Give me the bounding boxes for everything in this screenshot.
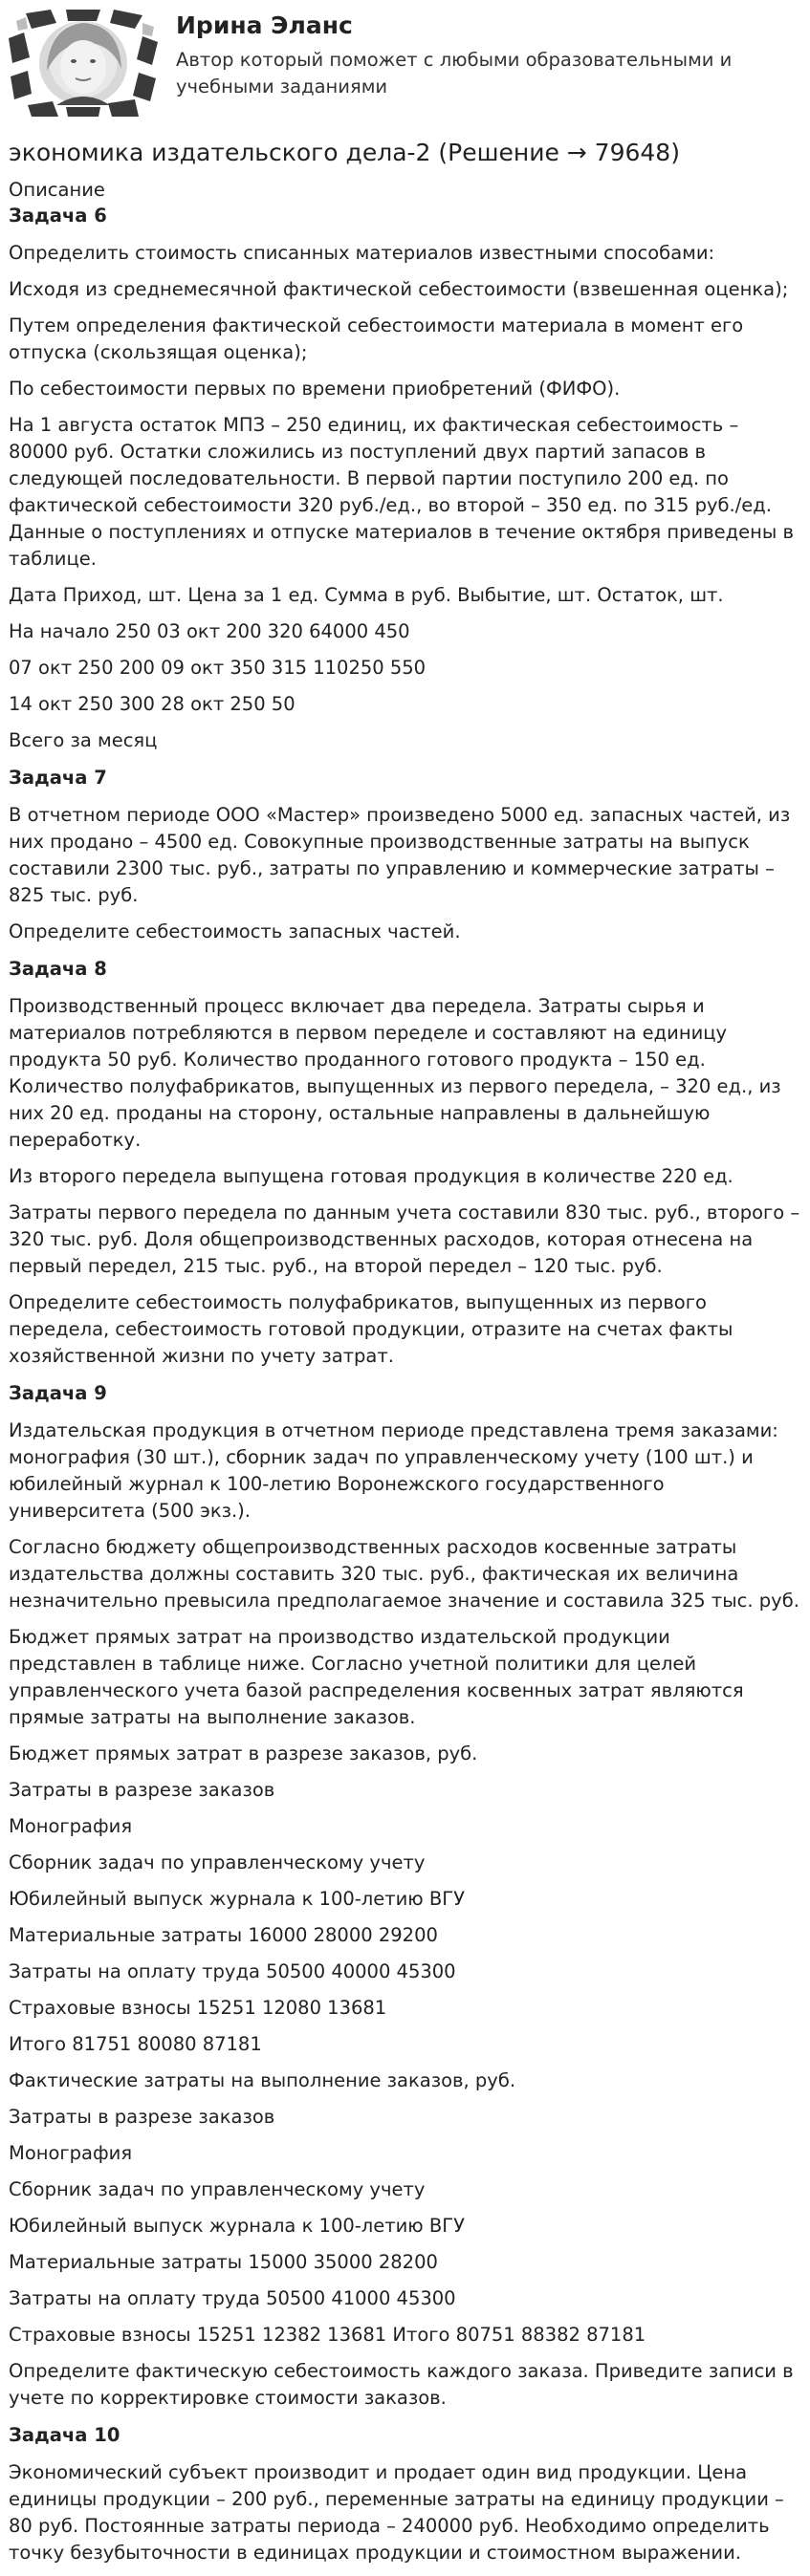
task-section: [9, 955, 802, 1370]
task-paragraph: Исходя из среднемесячной фактической себестоимости (взвешенная оценка);: [9, 278, 789, 300]
task-heading: Задача 8: [9, 958, 107, 980]
task-heading: Задача 9: [9, 1382, 107, 1404]
document-title: экономика издательского дела-2 (Решение → 79648): [9, 139, 680, 166]
task-paragraph: Производственный процесс включает два передела. Затраты сырья и материалов потребляются в первом переделе и составляют на единицу продукта 50 руб. Количество проданного готового продукта – 150 ед. Количество полуфабрикатов, выпущенных из первого передела, – 320 ед., из них 20 ед. проданы на сторону, остальные направлены в дальнейшую переработку.: [9, 995, 781, 1151]
author-header: [0, 0, 810, 124]
task-paragraph: Фактические затраты на выполнение заказов, руб.: [9, 2069, 516, 2091]
task-paragraph: Затраты в разрезе заказов: [9, 2106, 275, 2128]
task-paragraph: Юбилейный выпуск журнала к 100-летию ВГУ: [9, 2215, 466, 2237]
task-paragraph: Страховые взносы 15251 12382 13681 Итого 80751 88382 87181: [9, 2324, 646, 2346]
task-paragraph: Затраты на оплату труда 50500 40000 45300: [9, 1960, 456, 1982]
task-section: [9, 764, 802, 945]
task-paragraph: На 1 августа остаток МПЗ – 250 единиц, их фактическая себестоимость – 80000 руб. Остатки сложились из поступлений двух партий запасов в следующей последовательности. В первой партии поступило 200 ед. по фактической себестоимости 320 руб./ед., во второй – 350 ед. по 315 руб./ед. Данные о поступлениях и отпуске материалов в течение октября приведены в таблице.: [9, 414, 794, 570]
task-paragraph: В отчетном периоде ООО «Мастер» произведено 5000 ед. запасных частей, из них продано – 4500 ед. Совокупные производственные затраты на выпуск составили 2300 тыс. руб., затраты по управлению и коммерческие затраты – 825 тыс. руб.: [9, 804, 791, 906]
task-paragraph: 07 окт 250 200 09 окт 350 315 110250 550: [9, 657, 427, 679]
document-content: [9, 137, 802, 2576]
task-paragraph: Путем определения фактической себестоимости материала в момент его отпуска (скользящая оценка);: [9, 314, 744, 363]
task-paragraph: Страховые взносы 15251 12080 13681: [9, 1997, 387, 2019]
tasks-list: [9, 202, 802, 2566]
author-avatar-icon[interactable]: [9, 10, 158, 117]
task-paragraph: Сборник задач по управленческому учету: [9, 1851, 426, 1873]
task-section: [9, 202, 802, 754]
task-paragraph: Бюджет прямых затрат на производство издательской продукции представлен в таблице ниже. Согласно учетной политики для целей управленческого учета базой распределения косвенных затрат являются прямые затраты на выполнение заказов.: [9, 1626, 744, 1728]
task-section: [9, 1379, 802, 2412]
task-paragraph: Бюджет прямых затрат в разрезе заказов, руб.: [9, 1743, 478, 1764]
task-paragraph: Затраты в разрезе заказов: [9, 1779, 275, 1801]
task-paragraph: Затраты на оплату труда 50500 41000 45300: [9, 2287, 456, 2309]
task-heading: Задача 10: [9, 2424, 120, 2446]
description-label: Описание: [9, 179, 105, 201]
task-paragraph: По себестоимости первых по времени приобретений (ФИФО).: [9, 378, 621, 400]
task-paragraph: Согласно бюджету общепроизводственных расходов косвенные затраты издательства должны составить 320 тыс. руб., фактическая их величина незначительно превысила предполагаемое значение и составила 325 тыс. руб.: [9, 1536, 799, 1612]
task-paragraph: Материальные затраты 15000 35000 28200: [9, 2251, 438, 2273]
task-heading: Задача 7: [9, 767, 107, 789]
task-paragraph: 14 окт 250 300 28 окт 250 50: [9, 693, 296, 715]
task-heading: Задача 6: [9, 205, 107, 227]
task-paragraph: Юбилейный выпуск журнала к 100-летию ВГУ: [9, 1888, 466, 1910]
task-paragraph: Итого 81751 80080 87181: [9, 2033, 262, 2055]
task-paragraph: Определите фактическую себестоимость каждого заказа. Приведите записи в учете по корректировке стоимости заказов.: [9, 2360, 794, 2409]
task-paragraph: На начало 250 03 окт 200 320 64000 450: [9, 620, 410, 642]
task-paragraph: Монография: [9, 2142, 133, 2164]
task-paragraph: Из второго передела выпущена готовая продукция в количестве 220 ед.: [9, 1165, 733, 1187]
task-paragraph: Определите себестоимость запасных частей.: [9, 920, 461, 942]
task-paragraph: Всего за месяц: [9, 729, 158, 751]
task-paragraph: Экономический субъект производит и продает один вид продукции. Цена единицы продукции – 200 руб., переменные затраты на единицу продукции – 80 руб. Постоянные затраты периода – 240000 руб. Необходимо определить точку безубыточности в единицах продукции и стоимостном выражении.: [9, 2461, 784, 2564]
task-paragraph: Сборник задач по управленческому учету: [9, 2178, 426, 2200]
author-name[interactable]: Ирина Эланс: [176, 11, 353, 39]
task-paragraph: Материальные затраты 16000 28000 29200: [9, 1924, 438, 1946]
task-paragraph: Дата Приход, шт. Цена за 1 ед. Сумма в руб. Выбытие, шт. Остаток, шт.: [9, 584, 724, 606]
task-paragraph: Определить стоимость списанных материалов известными способами:: [9, 242, 715, 264]
task-paragraph: Затраты первого передела по данным учета составили 830 тыс. руб., второго – 320 тыс. руб. Доля общепроизводственных расходов, которая отнесена на первый передел, 215 тыс. руб., на второй передел – 120 тыс. руб.: [9, 1201, 800, 1277]
task-paragraph: Определите себестоимость полуфабрикатов, выпущенных из первого передела, себестоимость готовой продукции, отразите на счетах факты хозяйственной жизни по учету затрат.: [9, 1291, 733, 1367]
task-section: [9, 2421, 802, 2566]
task-paragraph: Монография: [9, 1815, 133, 1837]
author-description: Автор который поможет с любыми образовательными и учебными заданиями: [176, 49, 733, 97]
task-paragraph: Издательская продукция в отчетном периоде представлена тремя заказами: монография (30 шт.), сборник задач по управленческому учету (100 шт.) и юбилейный журнал к 100-летию Воронежского государственного университета (500 экз.).: [9, 1419, 778, 1522]
